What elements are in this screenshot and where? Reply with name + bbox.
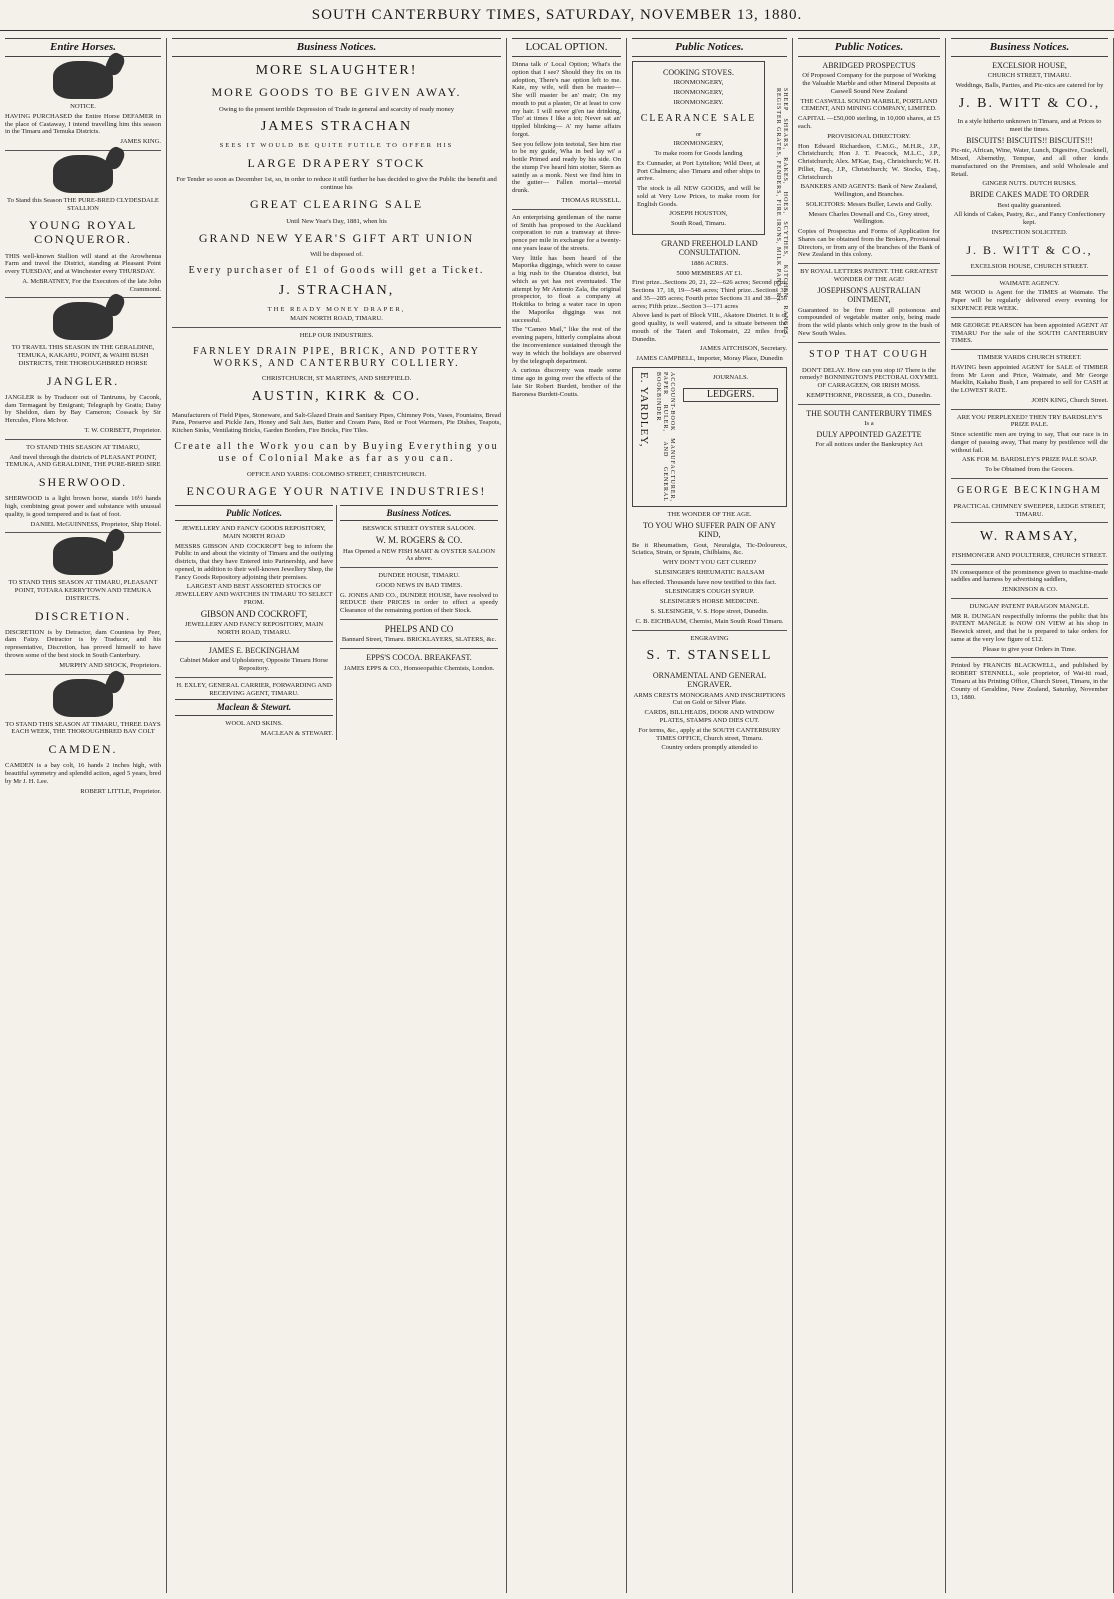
ad-text: PRACTICAL CHIMNEY SWEEPER, LEDGE STREET, TIMARU. <box>953 502 1106 518</box>
ad-signature: C. B. EICHBAUM, Chemist, Main South Road Timaru. <box>635 617 784 625</box>
article-text: Very little has been heard of the Maporika diggings, which were to cause a big rush to the Otaratoa district, but which as yet has not eventuated. The attempt by Mr Antonio Zala, the original prospector, to float a company at Hokitika to bring a water race in upon the Maporika diggings was not successful. <box>512 254 621 324</box>
sub-column-business-notices <box>337 505 501 740</box>
ad-text: For all notices under the Bankruptcy Act <box>815 441 923 449</box>
ad-signature: A. McBRATNEY, For the Executors of the late John Crammond. <box>22 277 161 293</box>
ad-text: For terms, &c., apply at the SOUTH CANTERBURY TIMES OFFICE, Church street, Timaru. <box>638 726 781 742</box>
ad-text: MR R. DUNGAN respectfully informs the public that his PATENT MANGLE is NOW ON VIEW at his shop in Beswick street, and that he is prepared to take orders for same at the very low figure of £12. <box>951 612 1108 643</box>
ad-text: SHERWOOD is a light brown horse, stands 16½ hands high, combining great power and substance with unusual quality, is good tempered and is fast of foot. <box>5 495 161 518</box>
ad-text: Is a <box>864 420 874 428</box>
ad-headline: TO YOU WHO SUFFER PAIN OF ANY KIND, <box>643 520 776 540</box>
section-header: Business Notices. <box>172 38 501 57</box>
ad-text: MAIN NORTH ROAD, TIMARU. <box>290 315 383 323</box>
ad-name: GEORGE BECKINGHAM <box>957 484 1102 496</box>
ad-text: All kinds of Cakes, Pastry, &c., and Fancy Confectionery kept. <box>953 211 1106 227</box>
ad-text: SOLICITORS: Messrs Buller, Lewis and Gully. <box>805 200 933 208</box>
ad-name: J. B. WITT & CO., <box>966 242 1093 257</box>
ad-signature: JAMES AITCHISON, Secretary. <box>699 345 787 353</box>
ad-text: CHRISTCHURCH, ST MARTIN'S, AND SHEFFIELD. <box>261 375 412 383</box>
ad-text: Has Opened a NEW FISH MART & OYSTER SALOON As above. <box>342 547 496 563</box>
ad-headline: DULY APPOINTED GAZETTE <box>816 429 922 439</box>
ad-text: HAVING been appointed AGENT for SALE of TIMBER from Mr Leon and Price, Waimate, and Mr George Macklin, Kakahu Bush, I am prepared to sell for CASH at the LOWEST RATE. <box>951 363 1108 395</box>
ad-text: IRONMONGERY, <box>673 140 724 148</box>
ad-notice-title: NOTICE. <box>70 102 96 110</box>
ad-title: TO STAND THIS SEASON AT TIMARU, PLEASANT POINT, TOTARA KERRYTOWN AND TEMUKA DISTRICTS. <box>8 579 158 602</box>
article-text: The "Cameo Mail," like the rest of the evening papers, bitterly complains about the inconvenience sustained through the way in which the holidays are observed by the telegraph department. <box>512 326 621 365</box>
ad-horse-name: YOUNG ROYAL CONQUEROR. <box>28 218 138 247</box>
ad-signature: ROBERT LITTLE, Proprietor. <box>80 787 161 795</box>
ad-horse-name: SHERWOOD. <box>38 475 128 490</box>
ad-headline: TIMBER YARDS CHURCH STREET. <box>977 354 1082 362</box>
ad-text: HAVING PURCHASED the Entire Horse DEFAMER in the place of Castaway, I intend travelling him this season in the Timaru and Temuka Districts. <box>5 112 161 136</box>
section-header: LOCAL OPTION. <box>512 38 621 57</box>
ad-horse-name: JANGLER. <box>46 373 120 388</box>
ad-text: ACCOUNT-BOOK MANUFACTURER, PAPER RULER, AND GENERAL BOOKBINDER <box>655 371 676 502</box>
ad-headline: DUNGAN' PATENT PARAGON MANGLE. <box>969 602 1090 610</box>
ad-name: EPPS'S COCOA. BREAKFAST. <box>366 653 472 663</box>
ad-text: Be it Rheumatism, Gout, Neuralgia, Tic-Doloureux, Sciatica, Strain, or Sprain, Chilblains, &c. <box>632 541 787 557</box>
sub-columns <box>172 505 501 740</box>
ad-text: SEES IT WOULD BE QUITE FUTILE TO OFFER HIS <box>219 141 454 149</box>
ad-signature: JOSEPH HOUSTON, <box>669 210 728 218</box>
ad-name: S. T. STANSELL <box>646 648 773 664</box>
ad-headline: CLEARANCE SALE <box>640 112 757 124</box>
ad-text: ARMS CRESTS MONOGRAMS AND INSCRIPTIONS Cut on Gold or Silver Plate. <box>633 691 786 707</box>
ad-headline: EXCELSIOR HOUSE, <box>992 60 1067 70</box>
ad-text: The stock is all NEW GOODS, and will be sold at Very Low Prices, to make room for English Goods. <box>637 185 760 208</box>
ad-signature: S. SLESINGER, V. S. Hope street, Dunedin. <box>650 607 769 615</box>
ad-text: Ex Cunnader, at Port Lyttelton; Wild Deer, at Port Chalmers; also Timaru and other ships to arrive. <box>637 159 760 183</box>
column-public-notices-1 <box>627 38 793 1593</box>
ad-text: Above land is part of Block VIII., Akatore District. It is of good quality, is well watered, and is situate between the mouth of the Taieri and Tokomairi, 22 miles from Dunedin. <box>632 312 787 343</box>
ad-text: MESSRS GIBSON AND COCKROFT beg to inform the Public in and about the vicinity of Timaru and the outlying districts, that they have Entered into Partnership, and have opened, in addition to their well-known Jewellery Shop, the Fancy Goods Repository adjoining their premises. <box>175 542 333 581</box>
ad-horse-name: DISCRETION. <box>34 608 132 623</box>
horse-illustration <box>53 537 113 575</box>
ad-headline: COOKING STOVES. <box>663 67 734 77</box>
ad-headline: HELP OUR INDUSTRIES. <box>299 332 374 340</box>
ad-headline: STOP THAT COUGH <box>809 348 929 360</box>
article-text: A curious discovery was made some time ago in going over the effects of the late Sir Robert Burdett, brother of the Baroness Burdett-Coutts. <box>512 367 621 398</box>
ad-text: IN consequence of the prominence given to machine-made saddles and harness by advertising saddlers, <box>951 568 1108 584</box>
ad-headline: BRIDE CAKES MADE TO ORDER <box>969 190 1090 200</box>
ad-headline: GRAND NEW YEAR'S GIFT ART UNION <box>198 231 475 246</box>
ad-headline: Create all the Work you can by Buying Everything you use of Colonial Make as far as you can. <box>174 441 499 464</box>
ad-text: Messrs Charles Downall and Co., Grey street, Wellington. <box>808 210 930 226</box>
ad-headline: ENCOURAGE YOUR NATIVE INDUSTRIES! <box>186 484 487 499</box>
ad-text: 1886 ACRES. <box>690 259 729 267</box>
ad-signature: JAMES EPPS & CO., Homoeopathic Chemists, London. <box>343 664 495 672</box>
ironmongery-ad <box>632 61 765 235</box>
section-header: Public Notices. <box>798 38 940 57</box>
ad-name: JAMES E. BECKINGHAM <box>208 645 300 655</box>
ad-headline: Every purchaser of £1 of Goods will get a Ticket. <box>188 265 485 277</box>
poem-text: See you fellow join teetotal, See him rise to be my guide, Wha in bed lay wi' a bottle Primed and ready by his side. On the stump I've heard him stotter, Stern as saintly as a monk. Next we find him in the gutter— Fallen mortal—mortal drunk. <box>512 140 621 195</box>
ad-headline: ABRIDGED PROSPECTUS <box>822 60 916 70</box>
ad-name: AUSTIN, KIRK & CO. <box>251 389 422 405</box>
yardley-ad <box>632 367 787 507</box>
ad-title: To Stand this Season THE PURE-BRED CLYDESDALE STALLION <box>7 196 159 212</box>
ad-text: CAMDEN is a bay colt, 16 hands 2 inches high, with beautiful symmetry and splendid action, aged 5 years, bred by Mr J. H. Lee. <box>5 762 161 785</box>
sub-column-public-notices <box>172 505 337 740</box>
ad-text: EXCELSIOR HOUSE, CHURCH STREET. <box>970 262 1089 270</box>
ad-text: IRONMONGERY. <box>673 98 724 106</box>
ad-title: JEWELLERY AND FANCY GOODS REPOSITORY, MAIN NORTH ROAD <box>182 525 326 540</box>
imprint: Printed by FRANCIS BLACKWELL, and published by ROBERT STENNELL, sole proprietor, of Wai-iti road, Timaru at his Printing Office, Church Street, Timaru, in the County of Geraldine, New Zealand, Saturday, November 13, 1880. <box>951 662 1108 701</box>
ad-headline: ASK FOR M. BARDSLEY'S PRIZE PALE SOAP. <box>961 456 1098 464</box>
ad-signature: DANIEL McGUINNESS, Proprietor, Ship Hotel. <box>30 520 161 528</box>
ad-signature: T. W. CORBETT, Proprietor. <box>84 426 161 434</box>
ad-text: 5000 MEMBERS AT £1. <box>676 269 743 277</box>
ad-text: has effected. Thousands have now testified to this fact. <box>632 578 777 586</box>
ad-headline: LARGE DRAPERY STOCK <box>247 155 426 170</box>
ad-text: Manufacturers of Field Pipes, Stoneware, and Salt-Glazed Drain and Sanitary Pipes, Chimney Pots, Vases, Fountains, Bread Pans, Preserve and Pickle Jars, Honey and Salt Jars, Butter and Cream Pans, Red or Foot Warmers, Pie Dishes, Teapots, Kitchen Sinks, Ventilating Bricks, Garden Borders, Fire Bricks, Fire Tiles. <box>172 411 501 435</box>
masthead: SOUTH CANTERBURY TIMES, SATURDAY, NOVEMBER 13, 1880. <box>0 0 1114 31</box>
ad-headline: ENGRAVING <box>690 634 729 642</box>
section-header: Business Notices. <box>340 505 498 522</box>
ad-text: Will be disposed of. <box>310 251 363 259</box>
ad-text: In a style hitherto unknown in Timaru, and at Prices to meet the times. <box>957 118 1102 134</box>
ad-horse-name: CAMDEN. <box>48 742 118 757</box>
ad-text: Until New Year's Day, 1881, when his <box>286 217 387 225</box>
ad-text: BANKERS AND AGENTS: Bank of New Zealand, Wellington, and Branches. <box>800 183 938 199</box>
ad-text: Guaranteed to be free from all poisonous and compounded of vegetable matter only, being made from the wild plants which only grow in the bush of New South Wales. <box>798 306 940 337</box>
ad-text: Hon Edward Richardson, C.M.G., M.H.R., J.P., Christchurch; Hon J. T. Peacock, M.L.C., J.P., Christchurch; Alex. M'Kae, Esq., Christchurch; W. H. Pilliet, Esq., J.P., Christchurch; W. Stocks, Esq., Christchurch <box>798 142 940 181</box>
section-header: Business Notices. <box>951 38 1108 57</box>
ad-headline: BY ROYAL LETTERS PATENT. THE GREATEST WONDER OF THE AGE! <box>800 268 938 284</box>
ad-text: Please to give your Orders in Time. <box>982 645 1077 653</box>
ad-headline: GREAT CLEARING SALE <box>249 197 424 212</box>
column-business-notices <box>167 38 507 1593</box>
ad-headline: MORE GOODS TO BE GIVEN AWAY. <box>211 85 462 100</box>
ad-headline: ARE YOU PERPLEXED? THEN TRY BARDSLEY'S PRIZE PALE. <box>956 413 1103 429</box>
ad-name: E. YARDLEY, <box>637 371 650 448</box>
ad-name: W. M. ROGERS & CO. <box>375 534 463 545</box>
ad-headline: SLESINGER'S RHEUMATIC BALSAM <box>654 568 765 576</box>
ad-text: Bannard Street, Timaru. BRICKLAYERS, SLATERS, &c. <box>341 636 497 644</box>
ad-text: THE READY MONEY DRAPER, <box>267 305 406 313</box>
ad-text: Owing to the present terrible Depression of Trade in general and scarcity of ready money <box>218 105 455 113</box>
horse-illustration <box>53 302 113 340</box>
ad-subtitle: And travel through the districts of PLEASANT POINT, TEMUKA, AND GERALDINE, THE PURE-BRED SIRE <box>5 453 161 469</box>
ad-title: GOOD NEWS IN BAD TIMES. <box>375 581 463 589</box>
ad-text: MR GEORGE PEARSON has been appointed AGENT AT TIMARU For the sale of the SOUTH CANTERBURY TIMES. <box>951 321 1108 345</box>
ad-headline: FARNLEY DRAIN PIPE, BRICK, AND POTTERY WORKS, AND CANTERBURY COLLIERY. <box>193 345 480 369</box>
ad-headline: THE SOUTH CANTERBURY TIMES <box>806 408 932 418</box>
section-header: Maclean & Stewart. <box>175 699 333 716</box>
ad-name: JAMES STRACHAN <box>260 119 413 135</box>
ad-text: Cabinet Maker and Upholsterer, Opposite Timaru Horse Repository. <box>179 657 329 673</box>
ad-title: DUNDEE HOUSE, TIMARU. <box>378 572 460 580</box>
ad-text: THIS well-known Stallion will stand at the Arowhenua Farm and travel the District, standing at Pleasant Point every TUESDAY, and at Winchester every THURSDAY. <box>5 252 161 276</box>
section-header: Public Notices. <box>175 505 333 522</box>
ad-title: PROVISIONAL DIRECTORY. <box>827 132 911 140</box>
ad-headline: INSPECTION SOLICITED. <box>991 228 1068 236</box>
ad-text: H. EXLEY, GENERAL CARRIER, FORWARDING AND RECEIVING AGENT, TIMARU. <box>176 681 332 697</box>
ad-title: WOOL AND SKINS. <box>225 720 283 728</box>
ad-name: JENKINSON & CO. <box>1001 586 1058 594</box>
ad-text: Copies of Prospectus and Forms of Application for Shares can be obtained from the Brokers, Provisional Directors, or from any of the branches of the Bank of New Zealand in this colony. <box>798 228 940 259</box>
ad-headline: SLESINGER'S COUGH SYRUP. <box>664 588 755 596</box>
poem-text: Dinna talk o' Local Option; What's the option that I see? Should they fix on its adoption, There's nae option left to me. Kate, my wife, will then be master— She will master be an' mair; On my mouth to put a plaster, Or at least to cow my hair. I will never gi'en tae drinking, Tho' at times I like a tot; Never sat an' tippled blinking— A' my hame affairs forgot. <box>512 60 621 138</box>
ad-name: GIBSON AND COCKROFT, <box>200 608 308 619</box>
ad-name: J. B. WITT & CO., <box>958 95 1101 111</box>
ad-text: To make room for Goods landing <box>654 150 743 158</box>
ad-headline: GRAND FREEHOLD LAND CONSULTATION. <box>661 238 758 258</box>
column-business-notices-2 <box>946 38 1114 1593</box>
ad-text: Best quality guaranteed. <box>997 201 1062 209</box>
ad-text: DISCRETION is by Detractor, dam Countess by Peer, dam Faizy. Detractor is by Traducer, and his representative, Discretion, has proved himself to have thrown some of the best stock in South Canterbury. <box>5 628 161 660</box>
ad-headline: SLESINGER'S HORSE MEDICINE. <box>659 598 760 606</box>
ad-title: BESWICK STREET OYSTER SALOON. <box>362 525 476 533</box>
ad-text: CHURCH STREET, TIMARU. <box>987 72 1072 80</box>
ad-headline: ORNAMENTAL AND GENERAL ENGRAVER. <box>652 670 767 690</box>
article-text: An enterprising gentleman of the name of Smith has proposed to the Auckland corporation to run a tramway at three-pence per mile in exchange for a twenty-one years lease of the streets. <box>512 213 621 252</box>
ad-signature: MURPHY AND SHOCK, Proprietors. <box>59 661 161 669</box>
ad-title: TO STAND THIS SEASON AT TIMARU, THREE DAYS EACH WEEK, THE THOROUGHBRED BAY COLT <box>5 720 161 736</box>
ad-name: W. RAMSAY, <box>979 529 1080 545</box>
ad-title: THE CASWELL SOUND MARBLE, PORTLAND CEMENT, AND MINING COMPANY, LIMITED. <box>800 97 938 113</box>
ad-name: PHELPS AND CO <box>384 623 454 634</box>
ad-text: DON'T DELAY. How can you stop it? There is the remedy? BONNINGTON'S PECTORAL OXYMEL OF CARRAGEEN, OR IRISH MOSS. <box>799 366 939 390</box>
vertical-ad-text: SHEEP SHEARS, RAKES, HOES, SCYTHES, KITCHEN RANGES, REGISTER GRATES, FENDERS, FIRE IRONS, MILK PANS, &c. <box>774 88 788 338</box>
ad-text: JOURNALS. <box>712 373 749 381</box>
ad-text: South Road, Timaru. <box>671 220 726 228</box>
ad-text: G. JONES AND CO., DUNDEE HOUSE, have resolved to REDUCE their PRICES in order to effect a speedy Clearance of the remaining portion of their Stock. <box>340 591 498 615</box>
poem-signature: THOMAS RUSSELL. <box>561 196 621 204</box>
ledgers-box <box>679 372 782 502</box>
ad-headline: LEDGERS. <box>683 388 778 402</box>
ad-text: WHY DON'T YOU GET CURED? <box>662 559 757 567</box>
ad-text: LARGEST AND BEST ASSORTED STOCKS OF JEWELLERY AND WATCHES IN TIMARU TO SELECT FROM. <box>175 583 333 607</box>
ad-signature: JAMES CAMPBELL, Importer, Moray Place, Dunedin <box>636 355 783 363</box>
ad-signature: J. STRACHAN, <box>278 283 395 299</box>
ad-headline: BISCUITS! BISCUITS!! BISCUITS!!! <box>966 135 1093 145</box>
horse-illustration <box>53 679 113 717</box>
ad-text: First prize...Sections 20, 21, 22—626 acres; Second prize Sections 17, 18, 19—548 acres; Third prize...Sections 32 and 35—285 acres; Fourth prize Sections 31 and 38—256 acres; Fifth prize...Section 3—171 acres <box>632 279 787 310</box>
section-header: Entire Horses. <box>5 38 161 57</box>
ad-text: CARDS, BILLHEADS, DOOR AND WINDOW PLATES, STAMPS AND DIES CUT. <box>644 709 775 724</box>
ad-text: Pic-nic, African, Wine, Water, Lunch, Digestive, Cracknell, Mixed, Abernethy, Tempue, and all other kinds manufactured on the Premises, and sold Wholesale and Retail. <box>951 147 1108 178</box>
ad-text: OFFICE AND YARDS: COLOMBO STREET, CHRISTCHURCH. <box>247 470 426 478</box>
column-local-option <box>507 38 627 1593</box>
ad-headline: MORE SLAUGHTER! <box>255 62 418 78</box>
ad-text: or <box>695 130 702 138</box>
ad-text: To be Obtained from the Grocers. <box>985 466 1074 474</box>
ad-text: For Tender so soon as December 1st, so, in order to reduce it still further he has decided to give the Public the benefit and continue his <box>176 175 497 191</box>
ad-text: FISHMONGER AND POULTERER, CHURCH STREET. <box>951 551 1108 559</box>
ad-text: IRONMONGERY, <box>673 79 724 87</box>
ad-headline: THE WONDER OF THE AGE. <box>667 510 752 518</box>
ad-title: TO TRAVEL THIS SEASON IN THE GERALDINE, TEMUKA, KAKAHU, POINT, & WAIHI BUSH DISTRICTS, THE THOROUGHBRED HORSE <box>11 344 155 367</box>
ad-text: MR WOOD is Agent for the TIMES at Waimate. The Paper will be regularly delivered every evening for SIXPENCE PER WEEK. <box>951 289 1108 312</box>
horse-illustration <box>53 155 113 193</box>
ad-signature: JOHN KING, Church Street. <box>1031 396 1108 404</box>
ad-text: Since scientific men are trying to say, That our race is in danger of passing away, That many by pestilence will die without fail. <box>951 431 1108 454</box>
ad-title: TO STAND THIS SEASON AT TIMARU, <box>26 443 140 451</box>
ad-headline: WAIMATE AGENCY. <box>999 279 1060 287</box>
ad-text: CAPITAL —£50,000 sterling, in 10,000 shares, at £5 each. <box>798 115 940 130</box>
column-public-notices-2 <box>793 38 946 1593</box>
ad-headline: JOSEPHSON'S AUSTRALIAN OINTMENT, <box>817 285 921 305</box>
ad-text: Of Proposed Company for the purpose of Working the Valuable Marble and other Mineral Deposits at Caswell Sound New Zealand <box>802 72 936 95</box>
ad-text: JEWELLERY AND FANCY REPOSITORY, MAIN NORTH ROAD, TIMARU. <box>184 621 324 637</box>
ad-signature: KEMPTHORNE, PROSSER, & CO., Dunedin. <box>806 391 932 399</box>
ad-signature: MACLEAN & STEWART. <box>260 729 333 737</box>
ad-text: IRONMONGERY, <box>673 89 724 97</box>
ad-text: JANGLER is by Traducer out of Tantrums, by Caconk, dam Termagant by Emigrant; Telegraph by Gratis; Daisy by Sheldon, dam by Bay Cameron; Cossack by Sir Hercules, Flora McIvor. <box>5 393 161 425</box>
column-entire-horses <box>0 38 167 1593</box>
ad-headline: GINGER NUTS. DUTCH RUSKS. <box>982 180 1077 188</box>
section-header: Public Notices. <box>632 38 787 57</box>
ad-signature: JAMES KING. <box>120 138 161 146</box>
ad-text: Country orders promptly attended to <box>661 744 758 752</box>
horse-illustration <box>53 61 113 99</box>
ad-text: Weddings, Balls, Parties, and Pic-nics are catered for by <box>955 82 1104 90</box>
